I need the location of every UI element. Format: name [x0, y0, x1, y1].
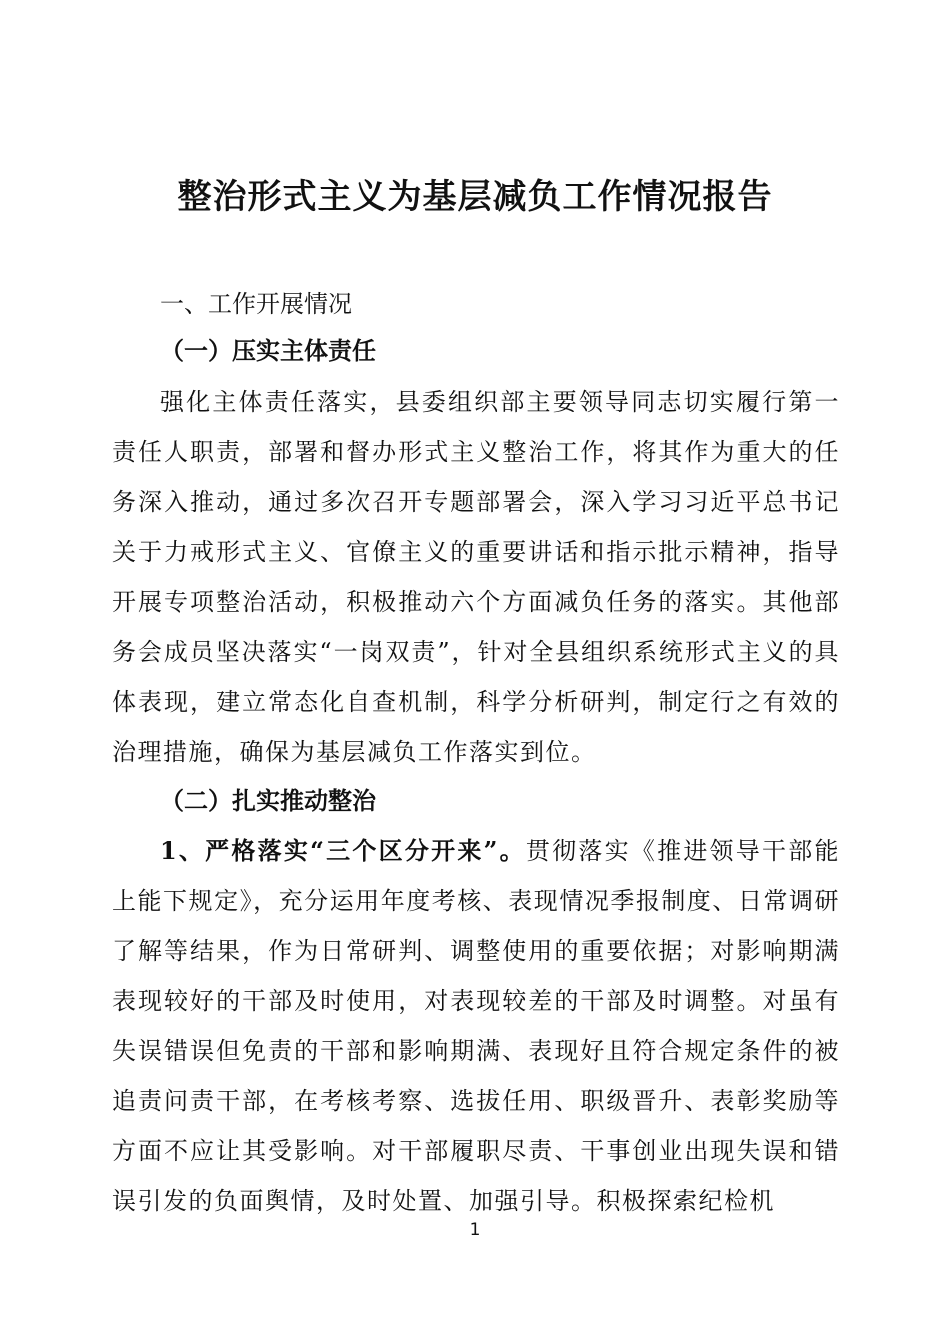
paragraph-body: 贯彻落实《推进领导干部能上能下规定》，充分运用年度考核、表现情况季报制度、日常调研了解等结果，作为日常研判、调整使用的重要依据；对影响期满表现较好的干部及时使用，对表现较差的干部及时调整。对虽有失误错误但免责的干部和影响期满、表现好且符合规定条件的被追责问责干部，在考核考察、选拔任用、职级晋升、表彰奖励等方面不应让其受影响。对干部履职尽责、干事创业出现失误和错误引发的负面舆情，及时处置、加强引导。积极探索纪检机 [112, 837, 841, 1215]
page-number: 1 [469, 1220, 481, 1240]
section-heading-work-progress: 一、工作开展情况 [160, 290, 352, 318]
paragraph-rectification [112, 826, 840, 1226]
subsection-heading-responsibility: （一）压实主体责任 [160, 337, 376, 365]
document-title: 整治形式主义为基层减负工作情况报告 [177, 177, 773, 217]
subsection-heading-rectification: （二）扎实推动整治 [160, 787, 376, 815]
paragraph-responsibility: 强化主体责任落实，县委组织部主要领导同志切实履行第一责任人职责，部署和督办形式主义整治工作，将其作为重大的任务深入推动，通过多次召开专题部署会，深入学习习近平总书记关于力戒形式主义、官僚主义的重要讲话和指示批示精神，指导开展专项整治活动，积极推动六个方面减负任务的落实。其他部务会成员坚决落实“一岗双责”，针对全县组织系统形式主义的具体表现，建立常态化自查机制，科学分析研判，制定行之有效的治理措施，确保为基层减负工作落实到位。 [112, 388, 840, 766]
paragraph-lead: 1、严格落实“三个区分开来”。 [160, 836, 526, 865]
